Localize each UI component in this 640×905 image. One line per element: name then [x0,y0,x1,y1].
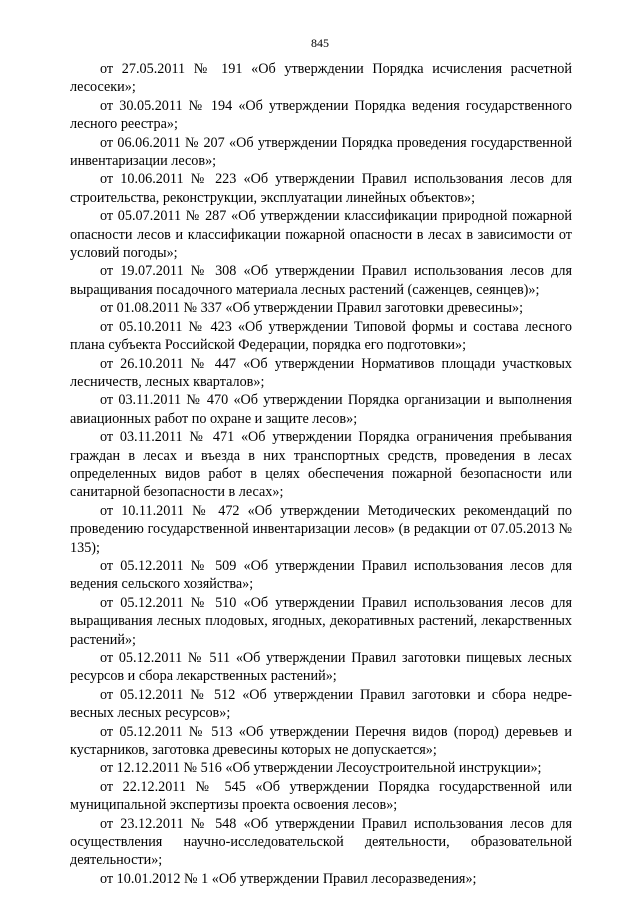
list-item: от 05.12.2011 № 510 «Об утверждении Правил использования лесов для выращивания лесных плодовых, ягодных, декоративных растений, лекарственных растений»; [70,594,572,648]
list-item: от 03.11.2011 № 471 «Об утверждении Порядка ограничения пребывания граждан в лесах и въезда в них транспортных средств, проведения в лесах определенных видов работ в целях обеспечения пожарной безопасности или санитарной безопасности в лесах»; [70,429,572,501]
list-item: от 05.10.2011 № 423 «Об утверждении Типовой формы и состава лесного плана субъекта Российской Федерации, порядка его подготовки»; [70,318,572,354]
list-item: от 22.12.2011 № 545 «Об утверждении Порядка государственной или муниципальной экспертизы проекта освоения лесов»; [70,778,572,814]
list-item: от 05.12.2011 № 512 «Об утверждении Правил заготовки и сбора недревесных лесных ресурсов»; [70,686,572,722]
list-item: от 26.10.2011 № 447 «Об утверждении Нормативов площади участковых лесничеств, лесных кварталов»; [70,355,572,390]
list-item: от 01.08.2011 № 337 «Об утверждении Правил заготовки древесины»; [100,300,524,317]
list-item: от 30.05.2011 № 194 «Об утверждении Порядка ведения государственного лесного реестра»; [70,97,572,133]
list-item: от 10.01.2012 № 1 «Об утверждении Правил лесоразведения»; [100,870,477,887]
list-item: от 19.07.2011 № 308 «Об утверждении Правил использования лесов для выращивания посадочного материала лесных растений (саженцев, сеянцев)»; [70,263,572,298]
list-item: от 05.07.2011 № 287 «Об утверждении классификации природной пожарной опасности лесов и классификации пожарной опасности в лесах в зависимости от условий погоды»; [70,208,572,262]
list-item: от 06.06.2011 № 207 «Об утверждении Порядка проведения государственной инвентаризации лесов»; [70,134,572,170]
list-item: от 05.12.2011 № 509 «Об утверждении Правил использования лесов для ведения сельского хозяйства»; [70,557,572,593]
list-item: от 05.12.2011 № 511 «Об утверждении Правил заготовки пищевых лесных ресурсов и сбора лекарственных растений»; [70,650,572,685]
list-item: от 12.12.2011 № 516 «Об утверждении Лесоустроительной инструкции»; [100,760,542,777]
list-item: от 10.11.2011 № 472 «Об утверждении Методических рекомендаций по проведению государственной инвентаризации лесов» (в редакции от 07.05.2013 № 135); [70,502,572,556]
list-item: от 23.12.2011 № 548 «Об утверждении Правил использования лесов для осуществления научно-исследовательской деятельности, образовательной деятельности»; [70,815,572,869]
page-number: 845 [311,36,329,50]
document-body [70,60,572,888]
list-item: от 27.05.2011 № 191 «Об утверждении Порядка исчисления расчетной лесосеки»; [70,61,572,96]
list-item: от 10.06.2011 № 223 «Об утверждении Правил использования лесов для строительства, реконструкции, эксплуатации линейных объектов»; [70,171,572,206]
list-item: от 05.12.2011 № 513 «Об утверждении Перечня видов (пород) деревьев и кустарников, заготовка древесины которых не допускается»; [70,723,572,759]
list-item: от 03.11.2011 № 470 «Об утверждении Порядка организации и выполнения авиационных работ по охране и защите лесов»; [70,392,572,427]
